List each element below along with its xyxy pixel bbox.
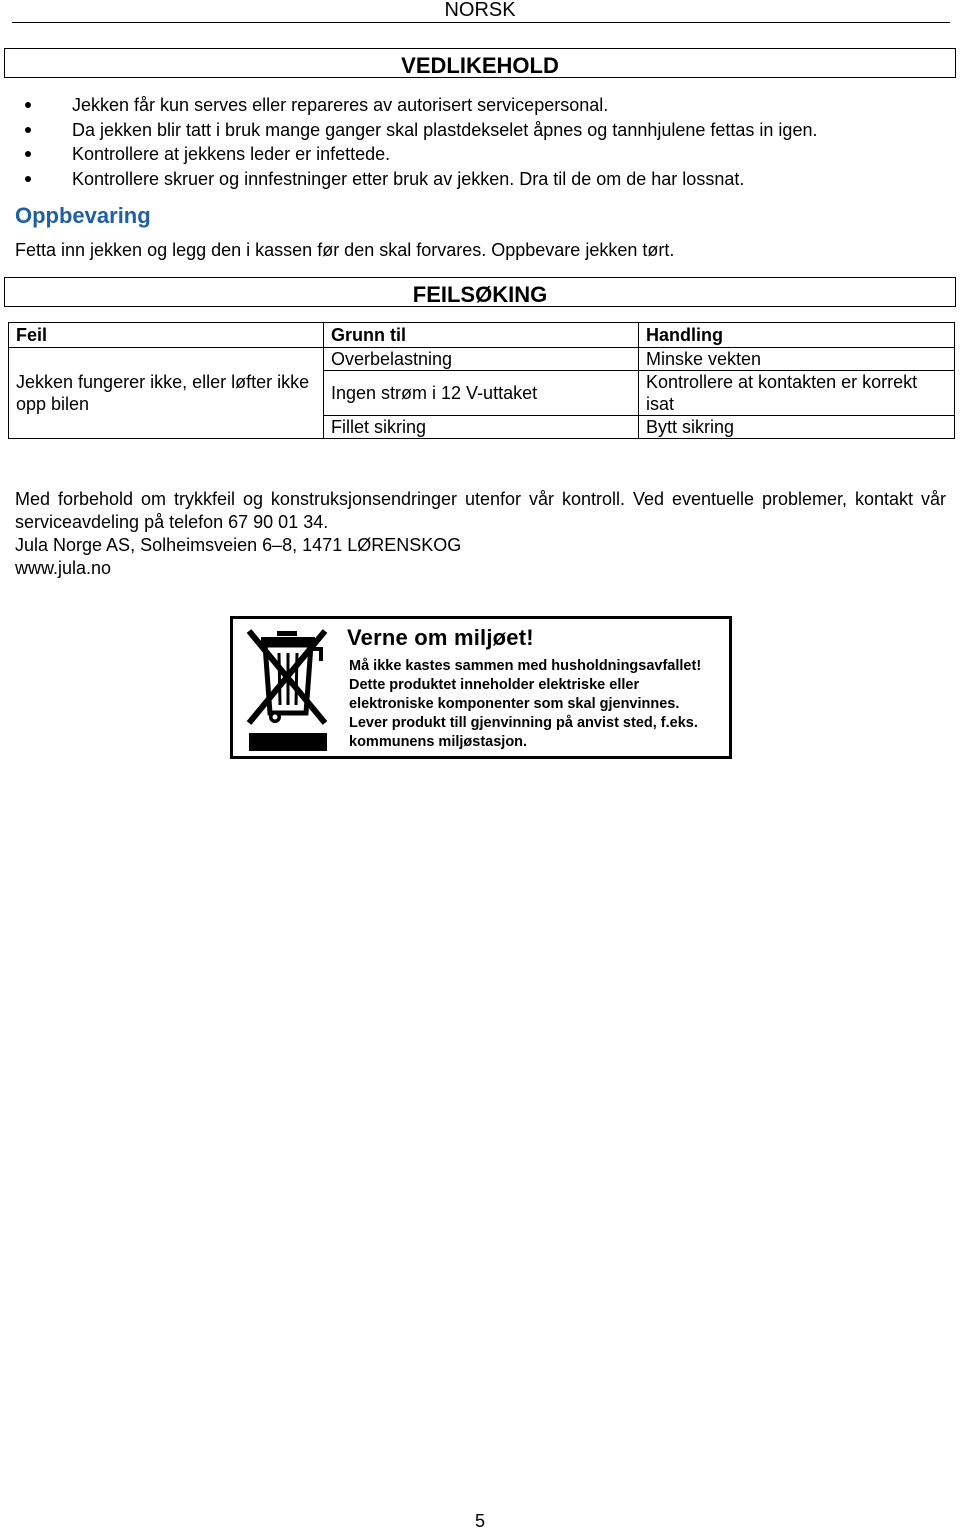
action-cell: Kontrollere at kontakten er korrekt isat xyxy=(639,371,955,416)
environment-line: Dette produktet inneholder elektriske eller xyxy=(349,677,640,693)
action-cell: Bytt sikring xyxy=(639,416,955,439)
environment-line: elektroniske komponenter som skal gjenvinnes. xyxy=(349,696,680,712)
footer xyxy=(15,488,946,580)
environment-notice xyxy=(230,616,732,759)
list-item: Kontrollere skruer og innfestninger etter bruk av jekken. Dra til de om de har lossnat. xyxy=(0,167,817,192)
troubleshooting-table xyxy=(8,322,955,439)
cause-cell: Ingen strøm i 12 V-uttaket xyxy=(324,371,639,416)
table-header-row xyxy=(9,323,955,348)
list-item: Jekken får kun serves eller repareres av autorisert servicepersonal. xyxy=(0,93,817,118)
page-number: 5 xyxy=(474,1511,485,1531)
column-header: Grunn til xyxy=(324,323,639,348)
list-item: Kontrollere at jekkens leder er infettede. xyxy=(0,142,817,167)
column-header: Feil xyxy=(9,323,324,348)
column-header: Handling xyxy=(639,323,955,348)
environment-title: Verne om miljøet! xyxy=(347,625,534,650)
environment-line: Må ikke kastes sammen med husholdningsavfallet! xyxy=(349,658,702,674)
website: www.jula.no xyxy=(15,558,112,578)
environment-text xyxy=(349,657,701,752)
cause-cell: Overbelastning xyxy=(324,348,639,371)
table-row xyxy=(9,348,955,371)
crossed-out-wheelie-bin-icon xyxy=(243,625,335,753)
cause-cell: Fillet sikring xyxy=(324,416,639,439)
maintenance-bullet-list xyxy=(0,93,817,191)
header-language: NORSK xyxy=(444,0,516,21)
environment-line: kommunens miljøstasjon. xyxy=(349,734,528,750)
company-address: Jula Norge AS, Solheimsveien 6–8, 1471 LØRENSKOG xyxy=(15,535,462,555)
environment-line: Lever produkt till gjenvinning på anvist sted, f.eks. xyxy=(349,715,698,731)
storage-text: Fetta inn jekken og legg den i kassen før den skal forvares. Oppbevare jekken tørt. xyxy=(15,240,675,260)
action-cell: Minske vekten xyxy=(639,348,955,371)
fault-cell: Jekken fungerer ikke, eller løfter ikke opp bilen xyxy=(9,348,324,439)
troubleshooting-title: FEILSØKING xyxy=(4,277,956,307)
header-divider xyxy=(12,22,950,23)
disclaimer-text: Med forbehold om trykkfeil og konstruksjonsendringer utenfor vår kontroll. Ved eventuelle problemer, kontakt vår serviceavdeling på telefon 67 90 01 34. xyxy=(15,489,946,532)
maintenance-title: VEDLIKEHOLD xyxy=(4,48,956,78)
storage-heading: Oppbevaring xyxy=(15,203,151,228)
list-item: Da jekken blir tatt i bruk mange ganger skal plastdekselet åpnes og tannhjulene fettas in igen. xyxy=(0,118,817,143)
